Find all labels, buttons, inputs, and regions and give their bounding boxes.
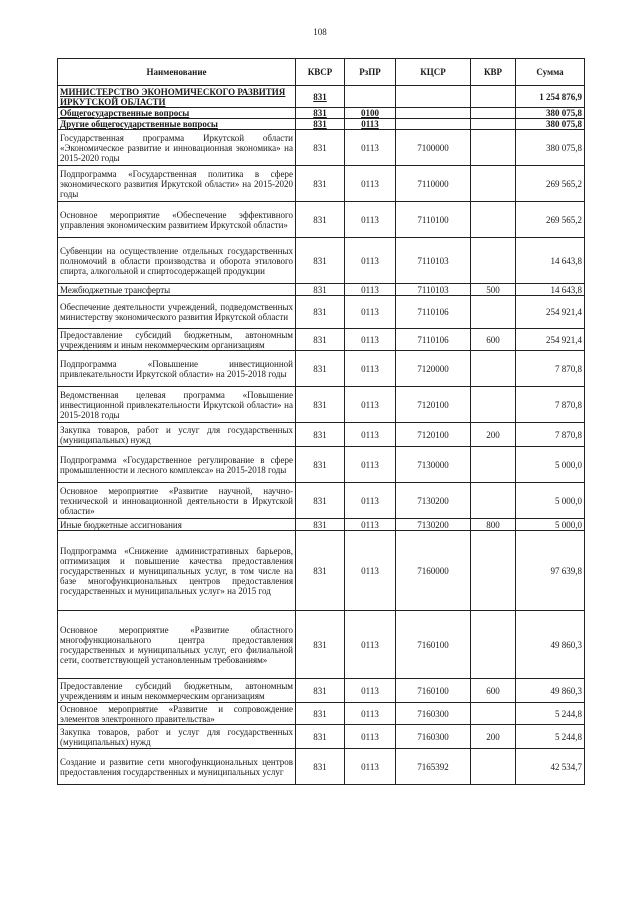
cell-kcsr: 7130000 <box>396 447 471 483</box>
cell-rzpr: 0113 <box>345 351 396 387</box>
cell-rzpr: 0113 <box>345 119 396 130</box>
table-row <box>58 423 585 447</box>
cell-sum: 5 000,0 <box>516 519 585 531</box>
cell-kcsr: 7160300 <box>396 725 471 749</box>
cell-sum: 1 254 876,9 <box>516 86 585 108</box>
page-number: 108 <box>313 27 327 37</box>
table-row <box>58 531 585 611</box>
cell-kvr <box>471 749 516 785</box>
cell-kcsr: 7160000 <box>396 531 471 611</box>
cell-rzpr: 0113 <box>345 447 396 483</box>
cell-kvsr: 831 <box>296 611 345 679</box>
cell-kvr <box>471 611 516 679</box>
cell-rzpr: 0113 <box>345 483 396 519</box>
cell-name: Основное мероприятие «Развитие и сопровождение элементов электронного правительства» <box>58 703 296 725</box>
table-row <box>58 108 585 119</box>
cell-rzpr: 0113 <box>345 679 396 703</box>
table-row <box>58 166 585 202</box>
cell-kcsr: 7110106 <box>396 329 471 351</box>
cell-kvr: 800 <box>471 519 516 531</box>
cell-name: Общегосударственные вопросы <box>58 108 296 119</box>
cell-kvsr: 831 <box>296 108 345 119</box>
table-row <box>58 483 585 519</box>
cell-kcsr: 7120000 <box>396 351 471 387</box>
cell-kcsr: 7110106 <box>396 296 471 329</box>
cell-kvr <box>471 447 516 483</box>
cell-rzpr: 0113 <box>345 202 396 238</box>
cell-name: Подпрограмма «Государственная политика в сфере экономического развития Иркутской области» на 2015-2020 годы <box>58 166 296 202</box>
cell-kvsr: 831 <box>296 238 345 284</box>
cell-sum: 97 639,8 <box>516 531 585 611</box>
table-row <box>58 329 585 351</box>
table-row <box>58 749 585 785</box>
cell-rzpr: 0113 <box>345 238 396 284</box>
cell-kvsr: 831 <box>296 296 345 329</box>
cell-sum: 5 000,0 <box>516 483 585 519</box>
table-row <box>58 703 585 725</box>
header-kvr: КВР <box>471 59 516 86</box>
cell-kvr: 600 <box>471 679 516 703</box>
table-header <box>58 59 585 86</box>
cell-kcsr: 7130200 <box>396 483 471 519</box>
table-row <box>58 519 585 531</box>
table-row <box>58 238 585 284</box>
cell-kvr <box>471 130 516 166</box>
cell-kcsr: 7120100 <box>396 387 471 423</box>
cell-rzpr: 0113 <box>345 166 396 202</box>
cell-rzpr: 0113 <box>345 130 396 166</box>
table-row <box>58 202 585 238</box>
cell-name: Закупка товаров, работ и услуг для государственных (муниципальных) нужд <box>58 725 296 749</box>
cell-name: Государственная программа Иркутской области «Экономическое развитие и инновационная экономика» на 2015-2020 годы <box>58 130 296 166</box>
table-row <box>58 284 585 296</box>
cell-kvsr: 831 <box>296 351 345 387</box>
cell-name: Основное мероприятие «Обеспечение эффективного управления экономическим развитием Иркутской области» <box>58 202 296 238</box>
header-rzpr: РзПР <box>345 59 396 86</box>
table-row <box>58 447 585 483</box>
table-row <box>58 296 585 329</box>
cell-kvr <box>471 703 516 725</box>
cell-kvsr: 831 <box>296 725 345 749</box>
cell-kcsr: 7110103 <box>396 238 471 284</box>
cell-kvsr: 831 <box>296 130 345 166</box>
cell-name: Межбюджетные трансферты <box>58 284 296 296</box>
cell-sum: 42 534,7 <box>516 749 585 785</box>
cell-name: Основное мероприятие «Развитие областного многофункционального центра предоставления государственных и муниципальных услуг, его филиальной сети, соответствующей установленным требованиям» <box>58 611 296 679</box>
cell-kcsr: 7160300 <box>396 703 471 725</box>
cell-sum: 380 075,8 <box>516 108 585 119</box>
cell-sum: 7 870,8 <box>516 387 585 423</box>
cell-kvr <box>471 238 516 284</box>
table-row <box>58 119 585 130</box>
cell-kcsr: 7130200 <box>396 519 471 531</box>
cell-kvsr: 831 <box>296 519 345 531</box>
cell-name: Ведомственная целевая программа «Повышение инвестиционной привлекательности Иркутской области» на 2015-2018 годы <box>58 387 296 423</box>
cell-kvsr: 831 <box>296 423 345 447</box>
cell-kvsr: 831 <box>296 166 345 202</box>
budget-table <box>57 58 585 785</box>
cell-rzpr: 0113 <box>345 387 396 423</box>
cell-kvr <box>471 531 516 611</box>
table-body <box>58 86 585 785</box>
cell-kvsr: 831 <box>296 447 345 483</box>
cell-kvsr: 831 <box>296 387 345 423</box>
cell-rzpr: 0113 <box>345 284 396 296</box>
cell-rzpr: 0113 <box>345 329 396 351</box>
cell-rzpr: 0113 <box>345 296 396 329</box>
cell-sum: 269 565,2 <box>516 202 585 238</box>
cell-kvsr: 831 <box>296 119 345 130</box>
table-row <box>58 387 585 423</box>
cell-kvr <box>471 387 516 423</box>
cell-kvsr: 831 <box>296 86 345 108</box>
cell-sum: 5 000,0 <box>516 447 585 483</box>
cell-kvr: 200 <box>471 423 516 447</box>
cell-kvr <box>471 119 516 130</box>
header-kcsr: КЦСР <box>396 59 471 86</box>
cell-sum: 380 075,8 <box>516 130 585 166</box>
cell-kvr <box>471 483 516 519</box>
cell-name: Иные бюджетные ассигнования <box>58 519 296 531</box>
cell-sum: 49 860,3 <box>516 679 585 703</box>
header-name: Наименование <box>58 59 296 86</box>
cell-kvr <box>471 296 516 329</box>
cell-rzpr: 0113 <box>345 611 396 679</box>
cell-kvsr: 831 <box>296 703 345 725</box>
table-row <box>58 351 585 387</box>
cell-kvr <box>471 166 516 202</box>
cell-rzpr: 0113 <box>345 423 396 447</box>
cell-sum: 269 565,2 <box>516 166 585 202</box>
cell-sum: 49 860,3 <box>516 611 585 679</box>
cell-sum: 254 921,4 <box>516 296 585 329</box>
cell-sum: 7 870,8 <box>516 423 585 447</box>
cell-rzpr: 0113 <box>345 749 396 785</box>
cell-kvr <box>471 108 516 119</box>
cell-rzpr <box>345 86 396 108</box>
cell-name: Подпрограмма «Государственное регулирование в сфере промышленности и лесного комплекса» на 2015-2018 годы <box>58 447 296 483</box>
table-row <box>58 725 585 749</box>
cell-kcsr: 7110100 <box>396 202 471 238</box>
cell-sum: 380 075,8 <box>516 119 585 130</box>
cell-name: Обеспечение деятельности учреждений, подведомственных министерству экономического развития Иркутской области <box>58 296 296 329</box>
cell-name: Субвенции на осуществление отдельных государственных полномочий в области производства и оборота этилового спирта, алкогольной и спиртосодержащей продукции <box>58 238 296 284</box>
cell-kvr: 500 <box>471 284 516 296</box>
cell-rzpr: 0113 <box>345 531 396 611</box>
cell-kcsr: 7120100 <box>396 423 471 447</box>
cell-rzpr: 0113 <box>345 725 396 749</box>
cell-name: Закупка товаров, работ и услуг для государственных (муниципальных) нужд <box>58 423 296 447</box>
cell-kvsr: 831 <box>296 749 345 785</box>
cell-name: Предоставление субсидий бюджетным, автономным учреждениям и иным некоммерческим организациям <box>58 329 296 351</box>
cell-rzpr: 0113 <box>345 519 396 531</box>
header-kvsr: КВСР <box>296 59 345 86</box>
cell-sum: 5 244,8 <box>516 725 585 749</box>
cell-sum: 254 921,4 <box>516 329 585 351</box>
table-row <box>58 130 585 166</box>
cell-kcsr: 7110103 <box>396 284 471 296</box>
cell-kvr: 600 <box>471 329 516 351</box>
cell-kvr <box>471 86 516 108</box>
table-row <box>58 679 585 703</box>
cell-kcsr: 7110000 <box>396 166 471 202</box>
cell-kvr <box>471 202 516 238</box>
cell-kcsr: 7100000 <box>396 130 471 166</box>
cell-kvsr: 831 <box>296 202 345 238</box>
cell-sum: 7 870,8 <box>516 351 585 387</box>
header-sum: Сумма <box>516 59 585 86</box>
cell-sum: 14 643,8 <box>516 284 585 296</box>
table-row <box>58 86 585 108</box>
cell-kvr: 200 <box>471 725 516 749</box>
cell-rzpr: 0100 <box>345 108 396 119</box>
cell-name: Основное мероприятие «Развитие научной, научно-технической и инновационной деятельности в Иркутской области» <box>58 483 296 519</box>
cell-kcsr <box>396 86 471 108</box>
cell-kvsr: 831 <box>296 284 345 296</box>
cell-kcsr <box>396 108 471 119</box>
cell-kvsr: 831 <box>296 531 345 611</box>
cell-name: Создание и развитие сети многофункциональных центров предоставления государственных и муниципальных услуг <box>58 749 296 785</box>
cell-kvsr: 831 <box>296 679 345 703</box>
cell-name: Другие общегосударственные вопросы <box>58 119 296 130</box>
cell-kvsr: 831 <box>296 483 345 519</box>
cell-kcsr: 7160100 <box>396 679 471 703</box>
cell-rzpr: 0113 <box>345 703 396 725</box>
cell-kvr <box>471 351 516 387</box>
cell-name: Подпрограмма «Повышение инвестиционной привлекательности Иркутской области» на 2015-2018 годы <box>58 351 296 387</box>
cell-sum: 5 244,8 <box>516 703 585 725</box>
table-row <box>58 611 585 679</box>
cell-kcsr: 7160100 <box>396 611 471 679</box>
cell-sum: 14 643,8 <box>516 238 585 284</box>
cell-name: Предоставление субсидий бюджетным, автономным учреждениям и иным некоммерческим организациям <box>58 679 296 703</box>
cell-name: Подпрограмма «Снижение административных барьеров, оптимизация и повышение качества предоставления государственных и муниципальных услуг, в том числе на базе многофункциональных центров предоставления государственных и муниципальных услуг» на 2015 год <box>58 531 296 611</box>
cell-kvsr: 831 <box>296 329 345 351</box>
cell-name: МИНИСТЕРСТВО ЭКОНОМИЧЕСКОГО РАЗВИТИЯ ИРКУТСКОЙ ОБЛАСТИ <box>58 86 296 108</box>
cell-kcsr: 7165392 <box>396 749 471 785</box>
cell-kcsr <box>396 119 471 130</box>
